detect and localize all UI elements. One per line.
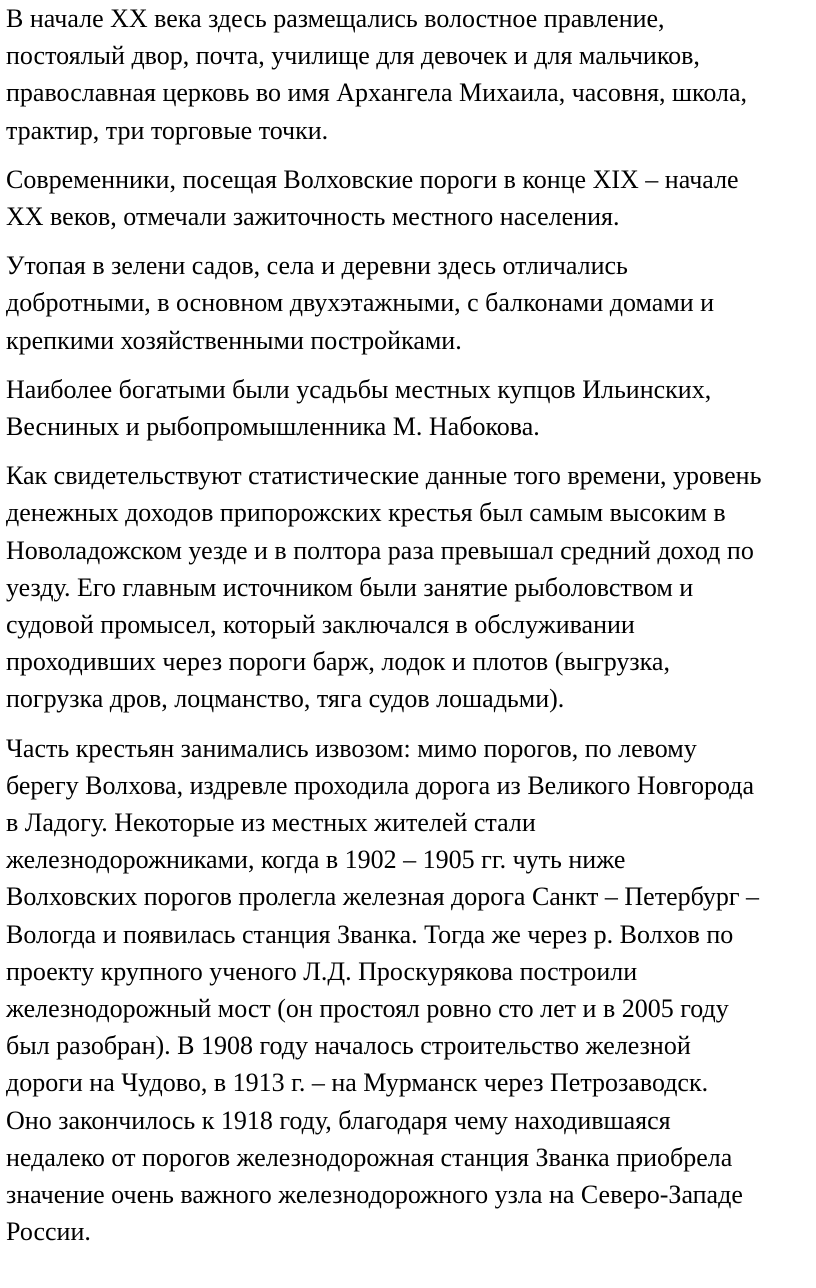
text-line: Часть крестьян занимались извозом: мимо порогов, по левому	[6, 733, 697, 763]
paragraph-2	[6, 161, 810, 235]
text-line: значение очень важного железнодорожного узла на Северо-Западе	[6, 1180, 743, 1210]
text-line: постоялый двор, почта, училище для девочек и для мальчиков,	[6, 41, 700, 71]
text-line: России.	[6, 1217, 91, 1247]
text-line: берегу Волхова, издревле проходила дорога из Великого Новгорода	[6, 770, 755, 800]
text-line: Утопая в зелени садов, села и деревни здесь отличались	[6, 251, 628, 281]
text-line: Весниных и рыбопромышленника М. Набокова.	[6, 412, 540, 442]
text-line: денежных доходов припорожских крестья был самым высоким в	[6, 498, 726, 528]
text-line: Современники, посещая Волховские пороги в конце XIX – начале	[6, 164, 739, 194]
text-line: проекту крупного ученого Л.Д. Проскурякова построили	[6, 956, 638, 986]
text-line: погрузка дров, лоцманство, тяга судов лошадьми).	[6, 684, 565, 714]
text-line: крепкими хозяйственными постройками.	[6, 325, 462, 355]
paragraph-1	[6, 0, 810, 149]
text-line: уезду. Его главным источником были занятие рыболовством и	[6, 572, 694, 602]
text-line: Волховских порогов пролегла железная дорога Санкт – Петербург –	[6, 882, 760, 912]
text-line: дороги на Чудово, в 1913 г. – на Мурманск через Петрозаводск.	[6, 1068, 709, 1098]
text-line: железнодорожный мост (он простоял ровно сто лет и в 2005 году	[6, 994, 729, 1024]
text-line: Оно закончилось к 1918 году, благодаря чему находившаяся	[6, 1105, 671, 1135]
text-line: Наиболее богатыми были усадьбы местных купцов Ильинских,	[6, 374, 712, 404]
paragraph-4	[6, 371, 810, 445]
text-line: В начале ХХ века здесь размещались волостное правление,	[6, 4, 665, 33]
text-line: недалеко от порогов железнодорожная станция Званка приобрела	[6, 1142, 733, 1172]
text-line: судовой промысел, который заключался в обслуживании	[6, 610, 635, 640]
text-line: Как свидетельствуют статистические данные того времени, уровень	[6, 461, 762, 491]
text-line: Новоладожском уезде и в полтора раза превышал средний доход по	[6, 535, 754, 565]
paragraph-5	[6, 457, 810, 717]
text-line: Вологда и появилась станция Званка. Тогда же через р. Волхов по	[6, 919, 734, 949]
text-line: трактир, три торговые точки.	[6, 115, 329, 145]
text-line: был разобран). В 1908 году началось строительство железной	[6, 1031, 691, 1061]
paragraph-3	[6, 247, 810, 359]
text-line: добротными, в основном двухэтажными, с балконами домами и	[6, 288, 715, 318]
paragraph-6	[6, 730, 810, 1251]
text-line: православная церковь во имя Архангела Михаила, часовня, школа,	[6, 78, 747, 108]
text-line: проходивших через пороги барж, лодок и плотов (выгрузка,	[6, 647, 670, 677]
text-line: железнодорожниками, когда в 1902 – 1905 гг. чуть ниже	[6, 845, 626, 875]
text-line: XX веков, отмечали зажиточность местного населения.	[6, 202, 620, 232]
text-line: в Ладогу. Некоторые из местных жителей стали	[6, 808, 536, 838]
